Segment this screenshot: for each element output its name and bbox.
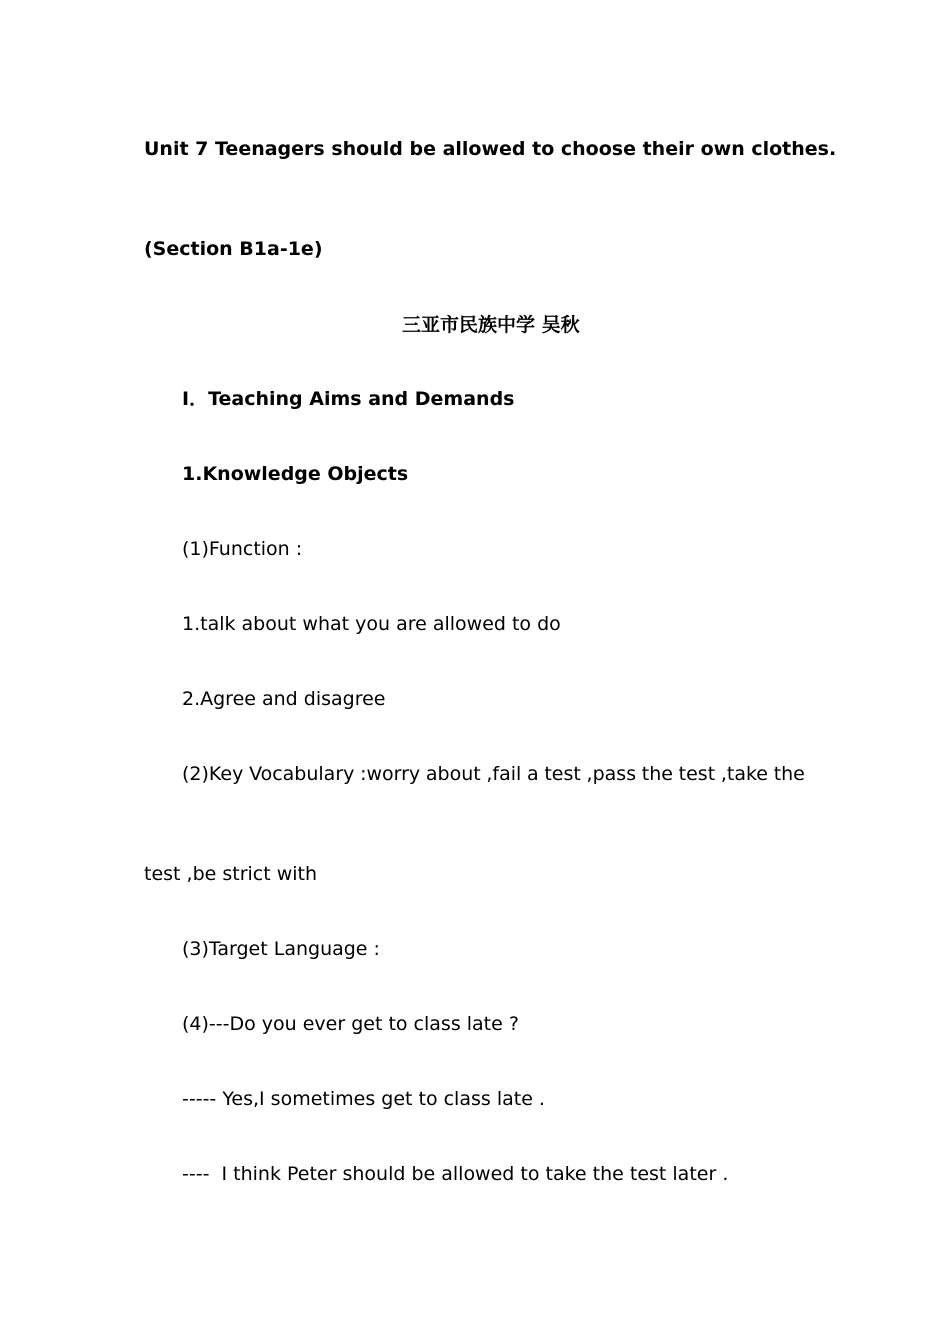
dialogue-line: ----- Yes,I sometimes get to class late . [182, 1088, 545, 1110]
vocabulary-word: Vocabulary [249, 763, 355, 785]
key-vocabulary-continued: test ,be strict with [144, 863, 318, 885]
vocabulary-word: the [641, 763, 673, 785]
document-title: Unit 7 Teenagers should be allowed to choose their own clothes. [144, 138, 837, 160]
heading-teaching-aims: Ⅰ．Teaching Aims and Demands [182, 388, 515, 410]
vocabulary-word: test [544, 763, 581, 785]
vocabulary-word: test [678, 763, 716, 785]
function-item: 1.talk about what you are allowed to do [182, 613, 561, 635]
author-school-name: 三亚市民族中学 吴秋 [402, 314, 580, 336]
vocabulary-word: ,pass [586, 763, 637, 785]
function-label: (1)Function : [182, 538, 303, 560]
target-language-label: (3)Target Language : [182, 938, 380, 960]
section-label: (Section B1a-1e) [144, 238, 323, 260]
dialogue-line: (4)---Do you ever get to class late ? [182, 1013, 519, 1035]
function-item: 2.Agree and disagree [182, 688, 386, 710]
vocabulary-word: ,fail [486, 763, 522, 785]
vocabulary-word: ,take [720, 763, 768, 785]
dialogue-line: ---- I think Peter should be allowed to take the test later . [182, 1163, 729, 1185]
vocabulary-word: a [527, 763, 539, 785]
vocabulary-word: the [773, 763, 805, 785]
vocabulary-word: (2)Key [182, 763, 244, 785]
vocabulary-word: :worry [360, 763, 421, 785]
key-vocabulary-line [182, 762, 805, 786]
heading-knowledge-objects: 1.Knowledge Objects [182, 463, 409, 485]
vocabulary-word: about [425, 763, 481, 785]
